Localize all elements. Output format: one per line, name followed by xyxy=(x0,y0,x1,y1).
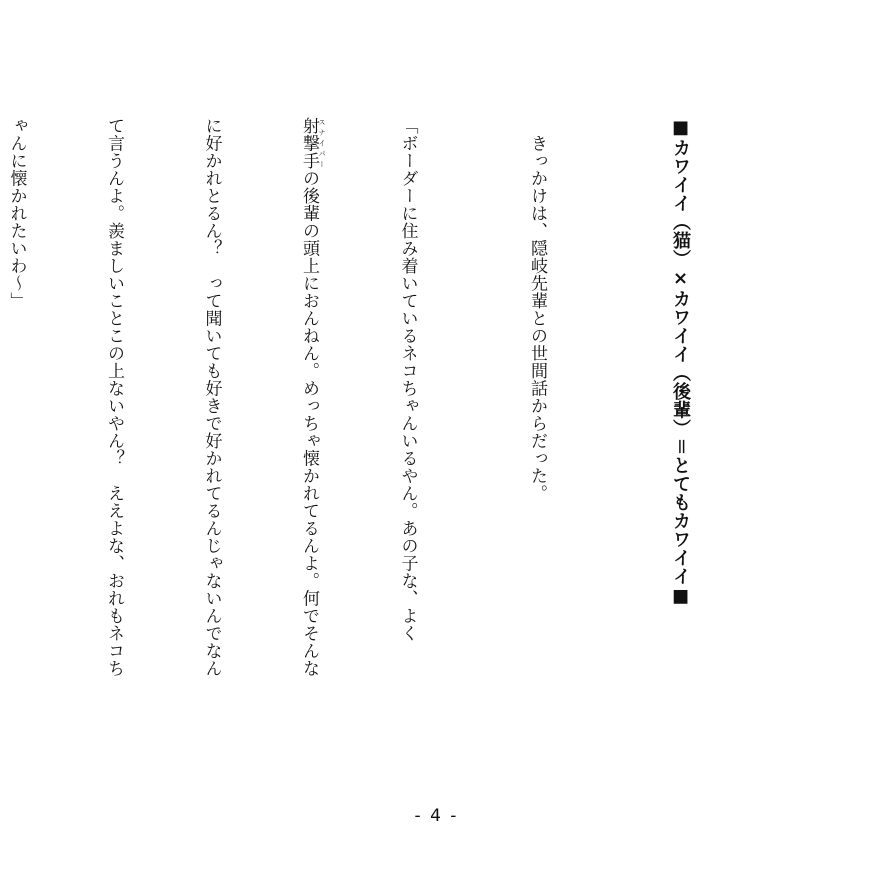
paragraph-opening: きっかけは、隠岐先輩との世間話からだった。 xyxy=(527,117,547,502)
ruby-base: 射撃手 xyxy=(299,117,319,170)
vertical-text-body xyxy=(0,117,761,767)
paragraph-quote-oki-line-1 xyxy=(391,117,424,767)
quote-open-text: 「ボーダーに住み着いているネコちゃんいるやん。あの子な、よく xyxy=(397,117,418,642)
paragraph-quote-oki-line-3: に好かれとるん？ って聞いても好きで好かれてるんじゃないんでなん xyxy=(201,117,222,677)
page-number: - 4 - xyxy=(414,806,459,826)
paragraph-quote-oki-line-2 xyxy=(293,117,327,767)
quote-after-ruby: の後輩の頭上におんねん。めっちゃ懐かれてるんよ。何でそんな xyxy=(299,169,319,677)
paragraph-quote-oki-line-5: ゃんに懐かれたいわ〜」 xyxy=(6,117,27,310)
ruby-sniper xyxy=(299,117,326,170)
chapter-title: ■カワイイ（猫）×カワイイ（後輩）＝とてもカワイイ■ xyxy=(670,117,691,607)
paragraph-quote-oki-line-4: て言うんよ。羨ましいことこの上ないやん？ ええよな、おれもネコち xyxy=(104,117,124,677)
ruby-reading: スナイパー xyxy=(318,117,326,170)
